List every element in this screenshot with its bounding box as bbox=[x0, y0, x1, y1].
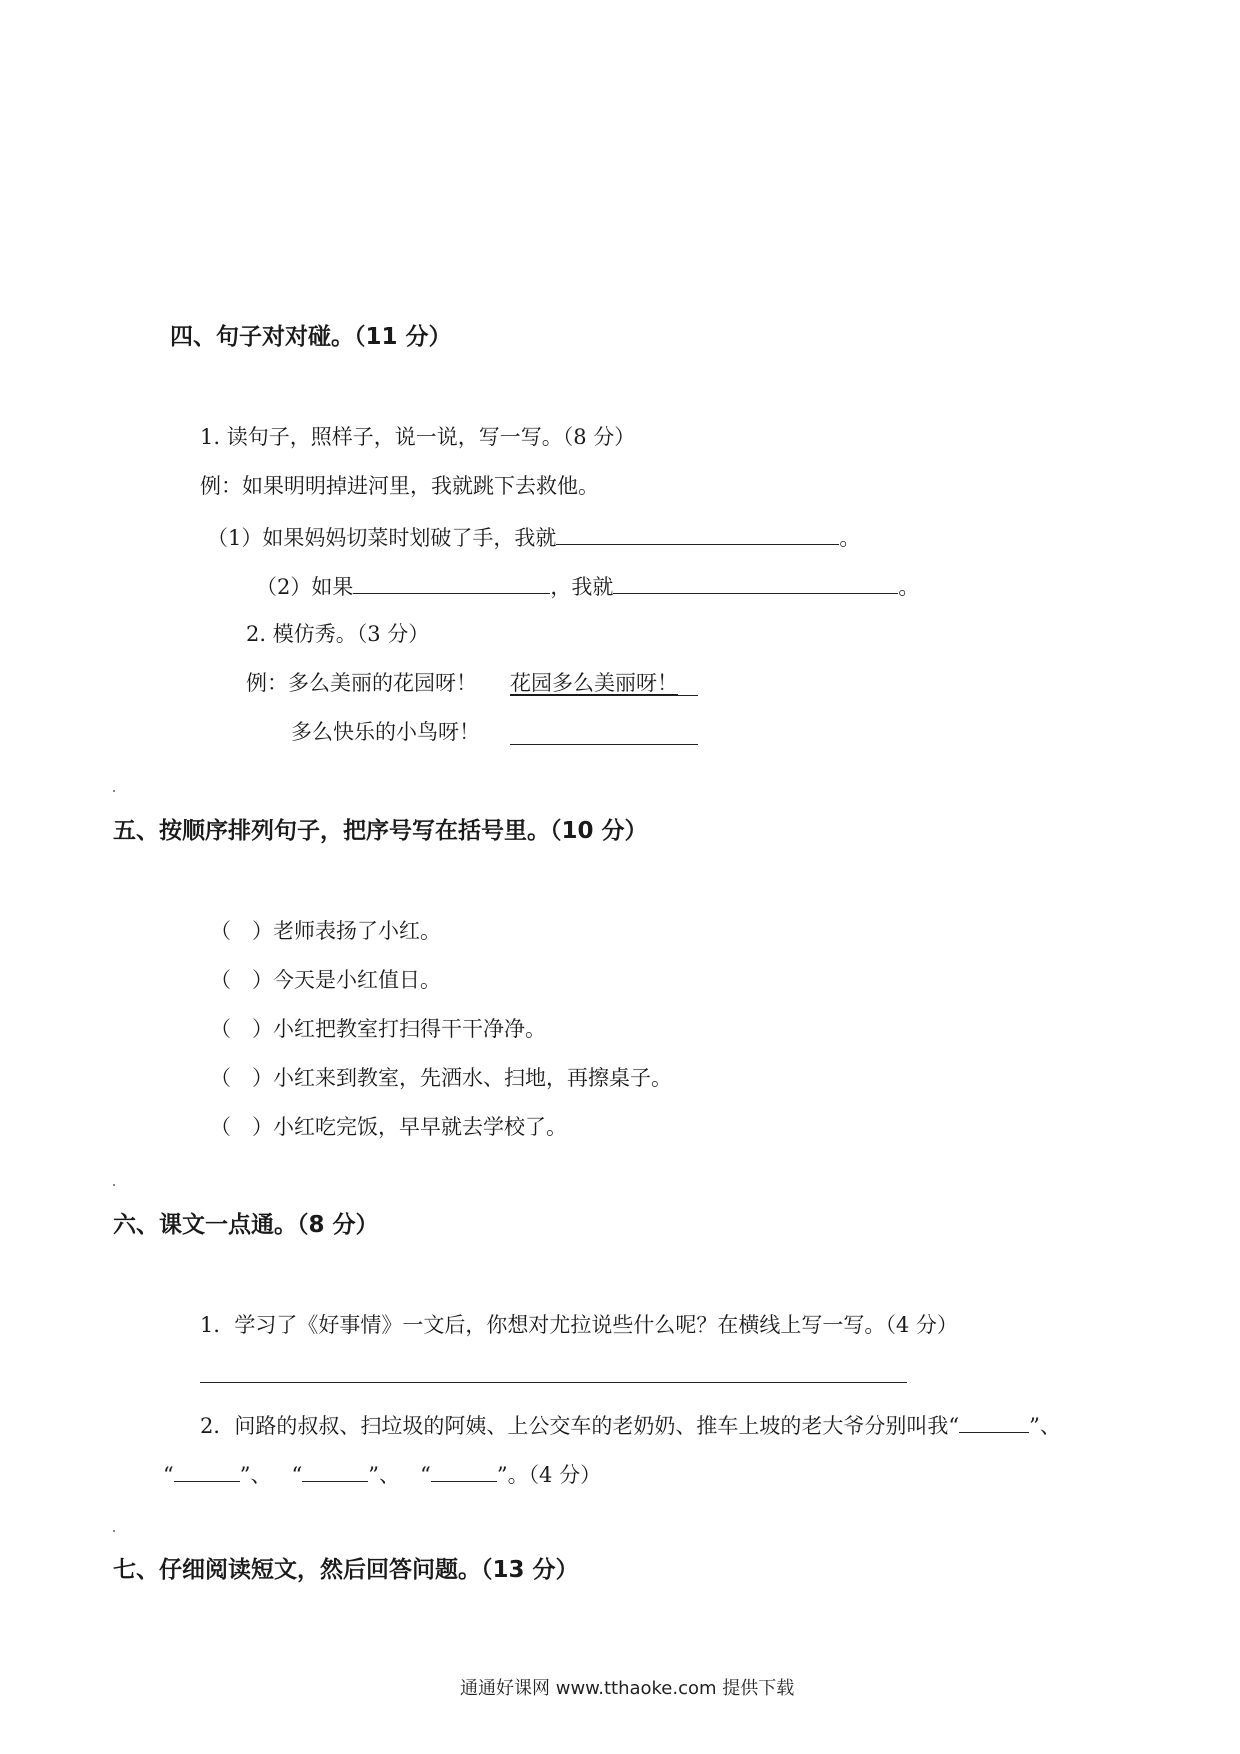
sec5-item bbox=[210, 1015, 546, 1043]
quote-mark: “ bbox=[291, 1463, 303, 1487]
sec5-item-text: 小红来到教室，先洒水、扫地，再擦桌子。 bbox=[273, 1066, 672, 1090]
separator: 、 bbox=[1039, 1414, 1061, 1438]
separator: 、 bbox=[250, 1463, 272, 1487]
sec4-q1-example: 例：如果明明掉进河里，我就跳下去救他。 bbox=[200, 474, 599, 498]
quote-mark: ” bbox=[368, 1463, 380, 1487]
quote-mark: “ bbox=[163, 1463, 174, 1487]
sec4-q2-example-prefix: 例：多么美丽的花园呀！ bbox=[246, 671, 477, 695]
sec6-q2-text: 2．问路的叔叔、扫垃圾的阿姨、上公交车的老奶奶、推车上坡的老大爷分别叫我 bbox=[200, 1414, 949, 1438]
answer-blank[interactable] bbox=[302, 1459, 368, 1482]
sec4-item1-period: 。 bbox=[839, 526, 861, 550]
paren-blank[interactable]: （ ） bbox=[210, 1066, 273, 1090]
paren-blank[interactable]: （ ） bbox=[210, 1115, 273, 1139]
sec4-q1-instruction: 1. 读句子，照样子，说一说，写一写。（8 分） bbox=[200, 425, 636, 449]
answer-blank[interactable] bbox=[510, 744, 698, 745]
quote-mark: “ bbox=[420, 1463, 431, 1487]
answer-blank[interactable] bbox=[174, 1459, 240, 1482]
section-6-heading: 六、课文一点通。（8 分） bbox=[113, 1212, 379, 1238]
answer-blank[interactable] bbox=[613, 571, 898, 594]
sec4-q1-item1 bbox=[207, 522, 860, 552]
sec5-item-text: 今天是小红值日。 bbox=[273, 968, 441, 992]
section-7-heading: 七、仔细阅读短文，然后回答问题。（13 分） bbox=[113, 1557, 579, 1583]
dot-mark bbox=[113, 1530, 115, 1532]
sec6-q2-score: 。（4 分） bbox=[507, 1463, 602, 1487]
paren-blank[interactable]: （ ） bbox=[210, 1017, 273, 1041]
footer-watermark: 通通好课网 www.tthaoke.com 提供下载 bbox=[460, 1678, 795, 1699]
sec4-item1-text: （1）如果妈妈切菜时划破了手，我就 bbox=[207, 526, 557, 550]
quote-mark: ” bbox=[239, 1463, 251, 1487]
quote-mark: ” bbox=[496, 1463, 508, 1487]
quote-mark: ” bbox=[1029, 1414, 1040, 1438]
paren-blank[interactable]: （ ） bbox=[210, 968, 273, 992]
paren-blank[interactable]: （ ） bbox=[210, 919, 273, 943]
answer-blank[interactable] bbox=[353, 571, 550, 594]
sec6-q2-line2 bbox=[163, 1459, 601, 1489]
sec5-item bbox=[210, 1113, 567, 1141]
sec4-q2-prompt: 多么快乐的小鸟呀！ bbox=[291, 720, 480, 744]
sec4-q2-example bbox=[246, 669, 477, 697]
sec4-item2-prefix: （2）如果 bbox=[256, 575, 354, 599]
quote-mark: “ bbox=[948, 1414, 960, 1438]
sec6-q2-line1 bbox=[200, 1410, 1061, 1440]
answer-blank[interactable] bbox=[431, 1459, 497, 1482]
sec5-item bbox=[210, 917, 441, 945]
sec5-item-text: 老师表扬了小红。 bbox=[273, 919, 441, 943]
sec5-item-text: 小红吃完饭，早早就去学校了。 bbox=[273, 1115, 567, 1139]
dot-mark bbox=[113, 790, 115, 792]
answer-line bbox=[600, 695, 698, 696]
sec6-q1: 1．学习了《好事情》一文后，你想对尤拉说些什么呢？在横线上写一写。（4 分） bbox=[200, 1313, 958, 1337]
section-4-heading: 四、句子对对碰。（11 分） bbox=[170, 324, 452, 350]
sec4-q1-item2 bbox=[256, 571, 919, 601]
sec5-item-text: 小红把教室打扫得干干净净。 bbox=[273, 1017, 546, 1041]
separator: 、 bbox=[379, 1463, 401, 1487]
answer-blank[interactable] bbox=[556, 522, 839, 545]
sec4-q2-example-answer: 花园多么美丽呀！ bbox=[510, 671, 678, 695]
sec4-q2-instruction: 2. 模仿秀。（3 分） bbox=[246, 622, 430, 646]
answer-blank[interactable] bbox=[200, 1382, 907, 1383]
sec4-item2-middle: ，我就 bbox=[550, 575, 614, 599]
answer-blank[interactable] bbox=[959, 1410, 1029, 1433]
sec5-item bbox=[210, 966, 441, 994]
sec5-item bbox=[210, 1064, 672, 1092]
sec4-item2-period: 。 bbox=[898, 575, 920, 599]
dot-mark bbox=[113, 1184, 115, 1186]
section-5-heading: 五、按顺序排列句子，把序号写在括号里。（10 分） bbox=[113, 818, 648, 844]
